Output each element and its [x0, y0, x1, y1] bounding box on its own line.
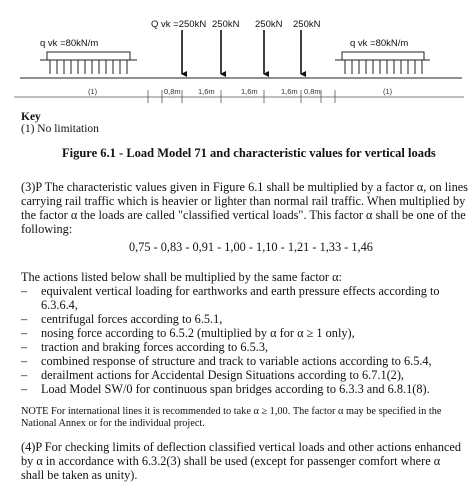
list-item-text: equivalent vertical loading for earthworks and earth pressure effects according to	[41, 284, 440, 298]
para2-line-1: (4)P For checking limits of deflection classified vertical loads and other actions enhanced	[21, 440, 462, 454]
list-item-text: centrifugal forces according to 6.5.1,	[41, 312, 223, 326]
point-load-2-label: 250kN	[212, 19, 240, 30]
para1-line-2: carrying rail traffic which is heavier or lighter than normal rail traffic. When multiplied by	[21, 194, 466, 208]
dim-label-1-6m-a: 1,6m	[198, 87, 215, 96]
note-line-2: National Annex or for the individual project.	[21, 418, 205, 429]
para2-line-2: by α in accordance with 6.3.2(3) shall be used (except for passenger comfort where α	[21, 454, 441, 468]
dim-label-1-6m-b: 1,6m	[241, 87, 258, 96]
right-load-label: q vk =80kN/m	[350, 38, 409, 49]
dim-label-1-6m-c: 1,6m	[281, 87, 298, 96]
list-intro: The actions listed below shall be multiplied by the same factor α:	[21, 270, 342, 284]
para1-line-3: the factor α the loads are called "classified vertical loads". This factor α shall be one of the	[21, 208, 466, 222]
left-load-label: q vk =80kN/m	[40, 38, 99, 49]
list-item-text: derailment actions for Accidental Design Situations according to 6.7.1(2),	[41, 368, 405, 382]
list-item-text: Load Model SW/0 for continuous span bridges according to 6.3.3 and 6.8.1(8).	[41, 382, 430, 396]
dim-label-left-unlimited: (1)	[88, 87, 98, 96]
point-load-4-label: 250kN	[293, 19, 321, 30]
load-model-71-diagram	[0, 0, 474, 112]
dim-label-0-8m-left: 0,8m	[164, 87, 181, 96]
point-load-1-label: Q vk =250kN	[151, 19, 207, 30]
para1-line-1: (3)P The characteristic values given in Figure 6.1 shall be multiplied by a factor α, on lines	[21, 180, 468, 194]
key-item-1: (1) No limitation	[21, 123, 99, 135]
dim-label-right-unlimited: (1)	[383, 87, 393, 96]
dim-label-0-8m-right: 0,8m	[304, 87, 321, 96]
factor-values: 0,75 - 0,83 - 0,91 - 1,00 - 1,10 - 1,21 - 1,33 - 1,46	[129, 240, 373, 254]
list-item-text: traction and braking forces according to 6.5.3,	[41, 340, 269, 354]
list-item-text: 6.3.6.4,	[41, 298, 78, 312]
list-item-text: nosing force according to 6.5.2 (multiplied by α for α ≥ 1 only),	[41, 326, 355, 340]
note-line-1: NOTE For international lines it is recommended to take α ≥ 1,00. The factor α may be specified in the	[21, 406, 442, 417]
right-distributed-load	[335, 52, 430, 74]
para2-line-3: shall be taken as unity).	[21, 468, 138, 482]
list-item-text: combined response of structure and track to variable actions according to 6.5.4,	[41, 354, 432, 368]
para1-line-4: following:	[21, 222, 73, 236]
dimension-line	[14, 90, 464, 103]
document-page: q vk =80kN/m q vk =80kN/m Q vk =250kN 250kN 250kN 250kN (1) 0,8m 1,6m 1,6m 1,6m 0,8m (1) Key (1) No limitation Figure 6.1 - Load Model 71 and characteristic values for vertical loads (3)P The characteristic values given in Figure 6.1 shall be multiplied by a factor α, on lines carrying rail traffic which is heavier or lighter than normal rail traffic. When multiplied by the factor α the loads are called "classified vertical loads". This factor α shall be one of the following: 0,75 - 0,83 - 0,91 - 1,00 - 1,10 - 1,21 - 1,33 - 1,46 The actions listed below shall be multiplied by the same factor α: – equivalent vertical loading for earthworks and earth pressure effects according to 6.3.6.4, – centrifugal forces according to 6.5.1, – nosing force according to 6.5.2 (multiplied by α for α ≥ 1 only), – traction and braking forces according to 6.5.3, – combined response of structure and track to variable actions according to 6.5.4, – derailment actions for Accidental Design Situations according to 6.7.1(2), – Load Model SW/0 for continuous span bridges according to 6.3.3 and 6.8.1(8). NOTE For international lines it is recommended to take α ≥ 1,00. The factor α may be specified in the National Annex or for the individual project. (4)P For checking limits of deflection classified vertical loads and other actions enhanced by α in accordance with 6.3.2(3) shall be used (except for passenger comfort where α shall be taken as unity).	[0, 0, 474, 494]
figure-caption: Figure 6.1 - Load Model 71 and characteristic values for vertical loads	[62, 146, 436, 160]
point-load-3-label: 250kN	[255, 19, 283, 30]
key-title: Key	[21, 111, 41, 123]
left-distributed-load	[40, 52, 137, 74]
point-load-arrows	[182, 30, 301, 74]
